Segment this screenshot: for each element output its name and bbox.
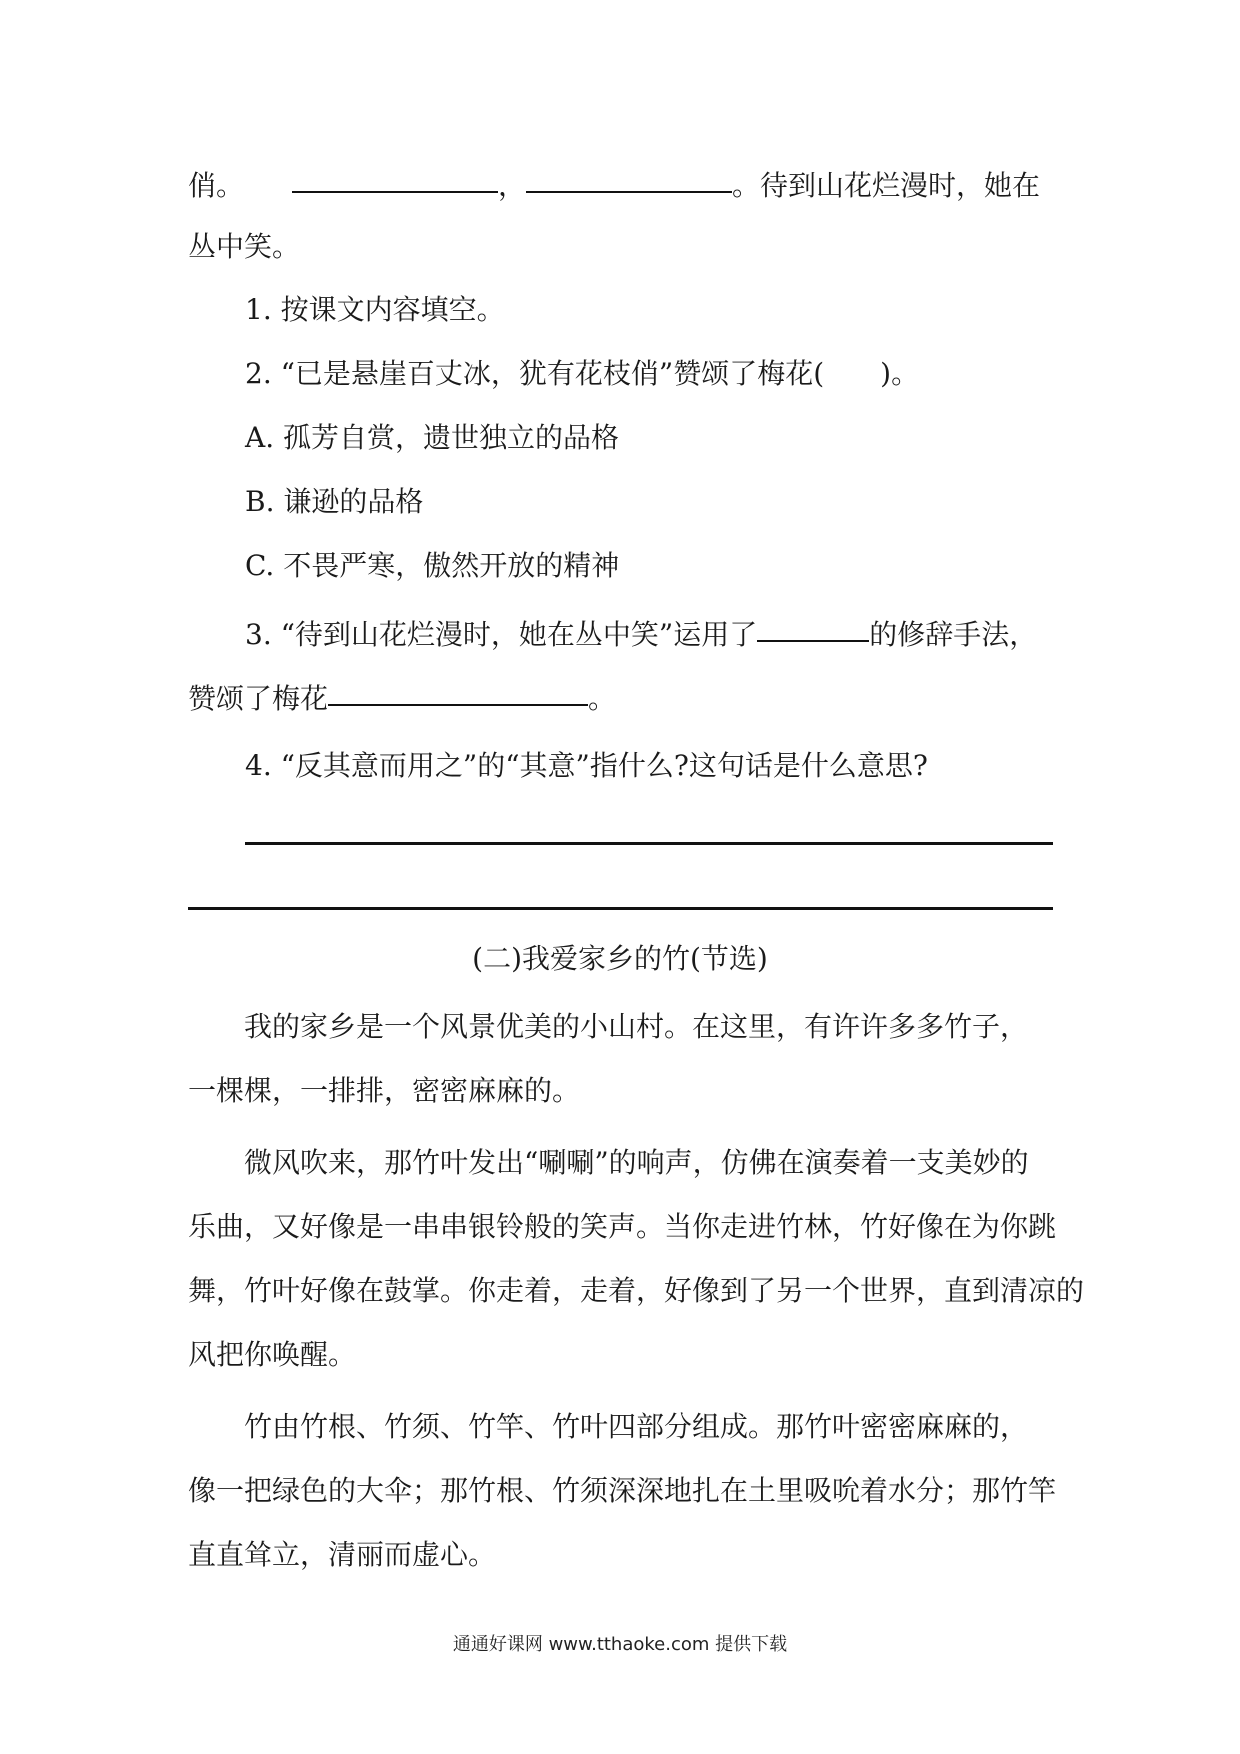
passage-line-9: 直直耸立，清丽而虚心。 <box>188 1538 497 1571</box>
q3-blank-rhetoric[interactable] <box>757 610 869 642</box>
option-a: A. 孤芳自赏，遗世独立的品格 <box>245 421 620 454</box>
poem-line-2: 丛中笑。 <box>188 230 301 263</box>
answer-line-2[interactable] <box>188 907 1053 910</box>
q3-blank-praise[interactable] <box>328 674 588 706</box>
question-3-line-1 <box>245 612 1037 655</box>
question-1: 1. 按课文内容填空。 <box>245 293 505 326</box>
q3-text-b: 的修辞手法， <box>869 618 1038 651</box>
question-3-line-2 <box>188 676 616 719</box>
q3-text-d: 。 <box>588 682 617 715</box>
question-4: 4. “反其意而用之”的“其意”指什么?这句话是什么意思? <box>245 749 928 782</box>
footer-source[interactable]: 通通好课网 www.tthaoke.com 提供下载 <box>452 1634 788 1655</box>
passage-line-5: 舞，竹叶好像在鼓掌。你走着，走着，好像到了另一个世界，直到清凉的 <box>188 1274 1085 1307</box>
passage-line-8: 像一把绿色的大伞；那竹根、竹须深深地扎在土里吸吮着水分；那竹竿 <box>188 1474 1057 1507</box>
q3-text-c: 赞颂了梅花 <box>188 682 329 715</box>
option-c: C. 不畏严寒，傲然开放的精神 <box>245 549 620 582</box>
poem-blank-2[interactable] <box>526 161 732 193</box>
passage-line-1: 我的家乡是一个风景优美的小山村。在这里，有许许多多竹子， <box>188 1010 1029 1043</box>
passage-line-2: 一棵棵，一排排，密密麻麻的。 <box>188 1074 581 1107</box>
passage-title: (二)我爱家乡的竹(节选) <box>472 942 768 975</box>
poem-text-c: 。待到山花烂漫时，她在 <box>732 169 1041 202</box>
passage-line-7: 竹由竹根、竹须、竹竿、竹叶四部分组成。那竹叶密密麻麻的， <box>188 1410 1029 1443</box>
poem-blank-1[interactable] <box>292 161 498 193</box>
poem-text-b: ， <box>498 169 527 202</box>
poem-line-1 <box>188 163 1040 206</box>
option-b: B. 谦逊的品格 <box>245 485 424 518</box>
passage-line-3: 微风吹来，那竹叶发出“唰唰”的响声，仿佛在演奏着一支美妙的 <box>188 1146 1029 1179</box>
question-2: 2. “已是悬崖百丈冰，犹有花枝俏”赞颂了梅花( )。 <box>245 357 920 390</box>
poem-text-a: 俏。 <box>188 169 245 202</box>
passage-line-4: 乐曲，又好像是一串串银铃般的笑声。当你走进竹林，竹好像在为你跳 <box>188 1210 1057 1243</box>
passage-line-6: 风把你唤醒。 <box>188 1338 357 1371</box>
q3-text-a: 3. “待到山花烂漫时，她在丛中笑”运用了 <box>245 618 758 651</box>
answer-line-1[interactable] <box>245 842 1053 845</box>
